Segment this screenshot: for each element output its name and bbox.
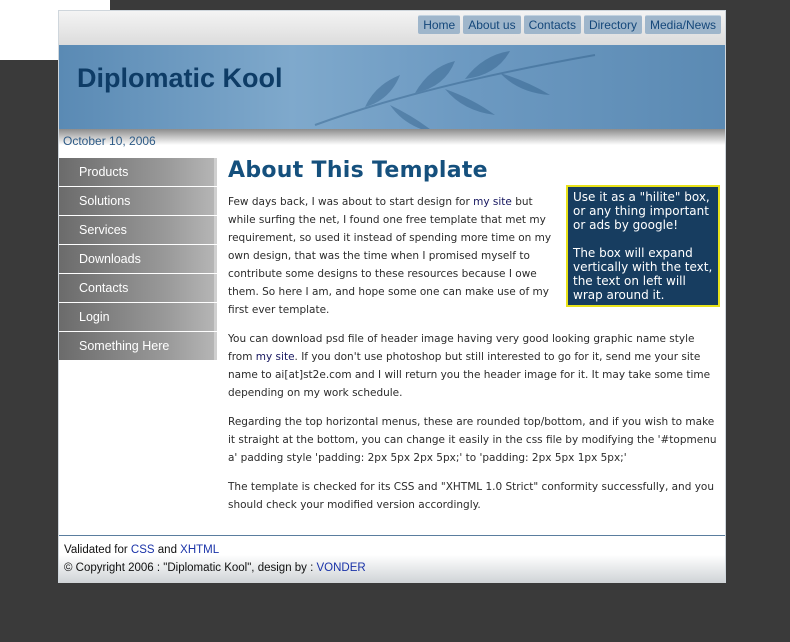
page-title: About This Template (228, 158, 488, 183)
top-bar (59, 11, 725, 45)
paragraph-download-text: You can download psd file of header image having very good looking graphic name style from (228, 333, 695, 363)
paragraph-intro-text-cont: but while surfing the net, I found one free template that met my requirement, so used it instead of spending more time on my own design, that was the time when I promised myself to contribute some designs to these resources because I owe them. So here I am, and hope some one can make use of my first ever template. (228, 196, 552, 316)
and-label: and (154, 544, 181, 556)
topmenu-directory[interactable]: Directory (584, 15, 642, 34)
hilite-text-1: Use it as a "hilite" box, or any thing important or ads by google! (573, 190, 710, 232)
site-title: Diplomatic Kool (77, 63, 283, 93)
my-site-link-2[interactable]: my site (255, 351, 295, 363)
designer-link[interactable]: VONDER (316, 562, 366, 574)
topmenu-home[interactable]: Home (418, 15, 460, 34)
topmenu-about-us[interactable]: About us (463, 15, 520, 34)
sidebar-menu (59, 158, 217, 361)
sidebar-item-downloads[interactable]: Downloads (59, 245, 217, 273)
main-content (228, 158, 720, 525)
leaf-decoration-icon (305, 45, 605, 129)
paragraph-validation: The template is checked for its CSS and "XHTML 1.0 Strict" conformity successfully, and you should check your modified version accordingly. (228, 481, 715, 511)
topmenu-contacts[interactable]: Contacts (524, 15, 581, 34)
top-menu (418, 15, 721, 34)
paragraph-download-text-cont: . If you don't use photoshop but still interested to go for it, send me your site name to ai[at]st2e.com and I will return you the header image for it. It may take some time depending on my work schedule. (228, 351, 711, 399)
paragraph-menus: Regarding the top horizontal menus, these are rounded top/bottom, and if you wish to make it straight at the bottom, you can change it easily in the css file by modifying the '#topmenu a' padding style 'padding: 2px 5px 2px 5px;' to 'padding: 2px 5px 1px 5px;' (228, 416, 717, 464)
header-banner (59, 45, 725, 129)
css-link[interactable]: CSS (130, 544, 155, 556)
paragraph-intro-text: Few days back, I was about to start design for (228, 196, 474, 208)
header-shadow (59, 129, 725, 145)
xhtml-link[interactable]: XHTML (180, 544, 220, 556)
page-container (58, 10, 726, 583)
paragraph-download (228, 330, 720, 402)
validated-label: Validated for (64, 544, 131, 556)
sidebar-item-login[interactable]: Login (59, 303, 217, 331)
hilite-text-2: The box will expand vertically with the text, the text on left will wrap around it. (573, 246, 713, 302)
sidebar-item-services[interactable]: Services (59, 216, 217, 244)
current-date: October 10, 2006 (63, 134, 156, 148)
sidebar-item-contacts[interactable]: Contacts (59, 274, 217, 302)
sidebar-item-solutions[interactable]: Solutions (59, 187, 217, 215)
hilite-box (566, 185, 720, 307)
validation-line (64, 544, 219, 556)
copyright-text: © Copyright 2006 : "Diplomatic Kool", design by : (64, 562, 317, 574)
sidebar-item-something-here[interactable]: Something Here (59, 332, 217, 360)
copyright-line (64, 562, 366, 574)
footer (59, 535, 725, 583)
my-site-link[interactable]: my site (473, 196, 512, 208)
topmenu-media-news[interactable]: Media/News (645, 15, 721, 34)
sidebar-item-products[interactable]: Products (59, 158, 217, 186)
